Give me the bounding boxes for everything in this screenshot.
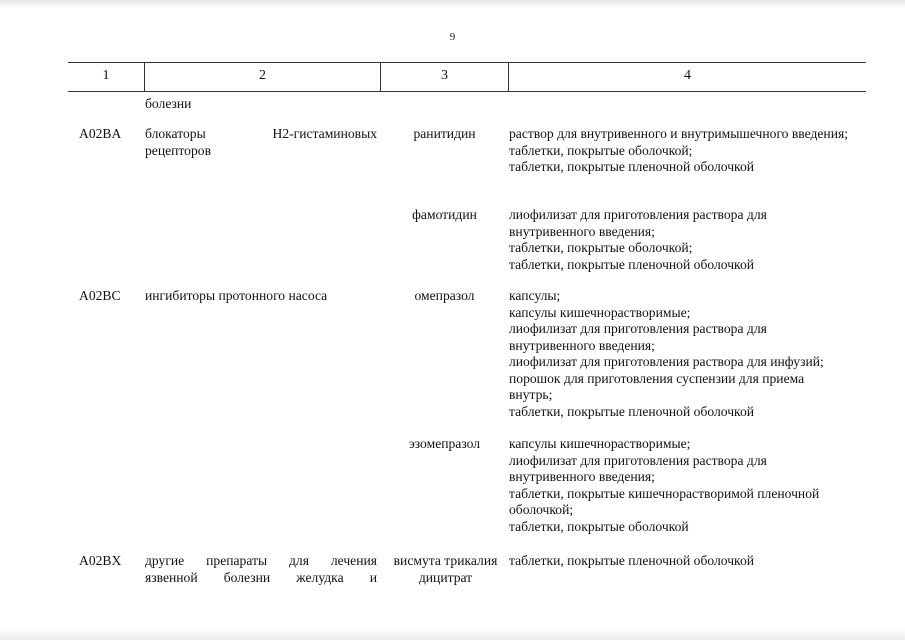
atc-code: A02BA <box>79 126 122 141</box>
group-name <box>145 553 377 586</box>
header-col-2: 2 <box>259 68 266 83</box>
drug-name <box>379 553 512 586</box>
dosage-forms <box>509 288 869 420</box>
header-col-1: 1 <box>102 68 110 83</box>
drug-name-line: висмута трикалия <box>393 553 498 568</box>
scan-edge-bottom <box>0 628 905 640</box>
dosage-form: таблетки, покрытые пленочной оболочкой <box>509 553 755 568</box>
drug-name: ранитидин <box>413 126 476 141</box>
dosage-form: капсулы кишечнорастворимые; <box>509 304 691 320</box>
group-name-line <box>145 126 377 143</box>
dosage-forms <box>509 126 879 176</box>
group-name-line: другие препараты для лечения <box>145 553 377 568</box>
drug-name: фамотидин <box>412 207 477 222</box>
dosage-forms <box>509 553 879 570</box>
header-col-4: 4 <box>684 68 691 83</box>
atc-code: A02BC <box>79 288 121 303</box>
dosage-form: лиофилизат для приготовления раствора для инфузий; <box>509 354 824 369</box>
dosage-forms <box>509 207 809 273</box>
dosage-form: таблетки, покрытые кишечнорастворимой пленочной оболочкой; <box>509 485 820 517</box>
dosage-forms <box>509 436 869 535</box>
drug-name: омепразол <box>414 288 475 303</box>
drug-name: эзомепразол <box>408 436 481 451</box>
dosage-form: таблетки, покрытые пленочной оболочкой <box>509 256 755 272</box>
dosage-form: раствор для внутривенного и внутримышечного введения; <box>509 126 849 141</box>
atc-code: A02BX <box>79 553 122 568</box>
header-col-3: 3 <box>441 68 448 83</box>
group-name: ингибиторы протонного насоса <box>145 288 328 303</box>
dosage-form: лиофилизат для приготовления раствора для внутривенного введения; <box>509 321 767 353</box>
group-name-word: блокаторы <box>145 126 206 141</box>
continuation-group-text: болезни <box>145 96 192 111</box>
dosage-form: лиофилизат для приготовления раствора для внутривенного введения; <box>509 452 767 484</box>
header-bottom-border <box>68 91 866 92</box>
dosage-form: порошок для приготовления суспензии для приема внутрь; <box>509 370 805 402</box>
scan-edge-top <box>0 0 905 8</box>
page-number: 9 <box>449 31 456 43</box>
header-top-border <box>68 62 866 63</box>
dosage-form: капсулы кишечнорастворимые; <box>509 436 691 451</box>
dosage-form: капсулы; <box>509 288 561 303</box>
group-name <box>145 126 377 159</box>
dosage-form: таблетки, покрытые оболочкой; <box>509 142 693 158</box>
group-name-line: язвенной болезни желудка и <box>145 569 377 585</box>
group-name-word: Н2-гистаминовых <box>272 126 377 141</box>
dosage-form: таблетки, покрытые оболочкой; <box>509 240 693 255</box>
dosage-form: таблетки, покрытые пленочной оболочкой <box>509 159 755 174</box>
group-name-line: рецепторов <box>145 142 211 158</box>
dosage-form: таблетки, покрытые оболочкой <box>509 518 689 534</box>
dosage-form: лиофилизат для приготовления раствора для внутривенного введения; <box>509 207 767 239</box>
drug-name-line: дицитрат <box>418 569 473 585</box>
dosage-form: таблетки, покрытые пленочной оболочкой <box>509 403 755 419</box>
